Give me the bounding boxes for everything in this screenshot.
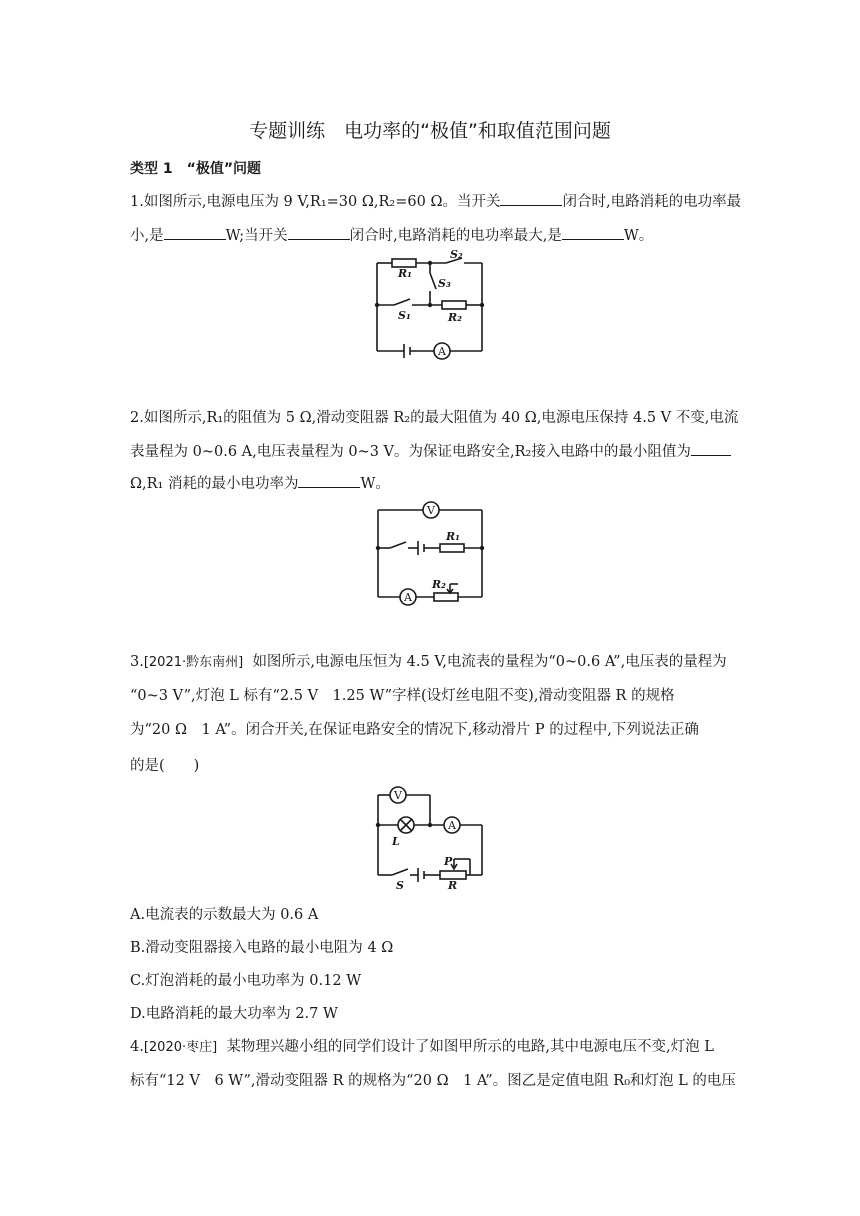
q1-blank-1[interactable] [500, 190, 562, 206]
q4-text: 某物理兴趣小组的同学们设计了如图甲所示的电路,其中电源电压不变,灯泡 L [226, 1039, 714, 1055]
q1-line2 [130, 224, 740, 246]
q3-line2: “0~3 V”,灯泡 L 标有“2.5 V 1.25 W”字样(设灯丝电阻不变),滑动变阻器 R 的规格 [130, 688, 675, 704]
q1-label-s2: S₂ [450, 248, 463, 261]
q2-blank-2[interactable] [298, 472, 360, 488]
q3-label-voltmeter: V [394, 789, 402, 802]
q2-line2 [130, 440, 740, 462]
q2-label-ammeter: A [404, 591, 412, 604]
q2-label-r2: R₂ [432, 578, 446, 591]
page-title: 专题训练 电功率的“极值”和取值范围问题 [249, 120, 611, 142]
q3-label-lamp: L [392, 835, 400, 848]
q3-label-switch: S [396, 879, 404, 892]
q1-text: W;当开关 [225, 228, 288, 244]
q1-blank-4[interactable] [562, 224, 624, 240]
section-heading: 类型 1 “极值”问题 [130, 161, 262, 177]
q3-option-b[interactable]: B.滑动变阻器接入电路的最小电阻为 4 Ω [130, 940, 394, 956]
q1-text: 闭合时,电路消耗的电功率最大,是 [349, 228, 562, 244]
q2-line1: 2.如图所示,R₁的阻值为 5 Ω,滑动变阻器 R₂的最大阻值为 40 Ω,电源电压保持 4.5 V 不变,电流 [130, 410, 739, 426]
q1-blank-2[interactable] [164, 224, 226, 240]
q3-option-d[interactable]: D.电路消耗的最大功率为 2.7 W [130, 1006, 338, 1022]
q3-source: [2021·黔东南州] [143, 655, 244, 670]
q1-label-r2: R₂ [448, 311, 462, 324]
q1-line1 [130, 190, 740, 212]
q3-line3: 为“20 Ω 1 A”。闭合开关,在保证电路安全的情况下,移动滑片 P 的过程中,下列说法正确 [130, 722, 699, 738]
q3-option-a[interactable]: A.电流表的示数最大为 0.6 A [130, 907, 319, 923]
q1-text: W。 [623, 228, 654, 244]
q2-label-voltmeter: V [427, 504, 435, 517]
q3-label-rheostat: R [448, 879, 458, 892]
q3-circuit-diagram [370, 785, 490, 892]
q3-text: 如图所示,电源电压恒为 4.5 V,电流表的量程为“0~0.6 A”,电压表的量程为 [252, 654, 727, 670]
q1-text: 闭合时,电路消耗的电功率最 [562, 194, 742, 210]
q1-label-ammeter: A [438, 345, 446, 358]
q3-line4: 的是( ) [130, 758, 200, 774]
q2-label-r1: R₁ [446, 530, 460, 543]
q1-label-r1: R₁ [398, 267, 412, 280]
q2-circuit-diagram [370, 500, 490, 610]
q2-blank-1[interactable] [691, 440, 731, 456]
q1-text: 1.如图所示,电源电压为 9 V,R₁=30 Ω,R₂=60 Ω。当开关 [130, 194, 501, 210]
q2-line3 [130, 472, 740, 494]
q4-line1 [130, 1037, 740, 1058]
q3-option-c[interactable]: C.灯泡消耗的最小电功率为 0.12 W [130, 973, 362, 989]
q1-blank-3[interactable] [288, 224, 350, 240]
q1-circuit-diagram [370, 248, 490, 358]
q4-number: 4. [130, 1039, 144, 1055]
q1-label-s3: S₃ [438, 277, 451, 290]
q1-label-s1: S₁ [398, 309, 411, 322]
q2-text: Ω,R₁ 消耗的最小电功率为 [130, 476, 299, 492]
q3-line1: 3.[2021·黔东南州] 如图所示,电源电压恒为 4.5 V,电流表的量程为“0~0.6 A”,电压表的量程为 [130, 654, 727, 670]
q3-label-ammeter: A [448, 819, 456, 832]
q1-text: 小,是 [130, 228, 164, 244]
q2-text: 表量程为 0~0.6 A,电压表量程为 0~3 V。为保证电路安全,R₂接入电路中的最小阻值为 [130, 444, 691, 460]
q4-source: [2020·枣庄] [143, 1040, 218, 1055]
q3-label-slider: P [444, 855, 453, 868]
q2-text: W。 [360, 476, 390, 492]
q4-line2: 标有“12 V 6 W”,滑动变阻器 R 的规格为“20 Ω 1 A”。图乙是定值电阻 R₀和灯泡 L 的电压 [130, 1073, 736, 1089]
